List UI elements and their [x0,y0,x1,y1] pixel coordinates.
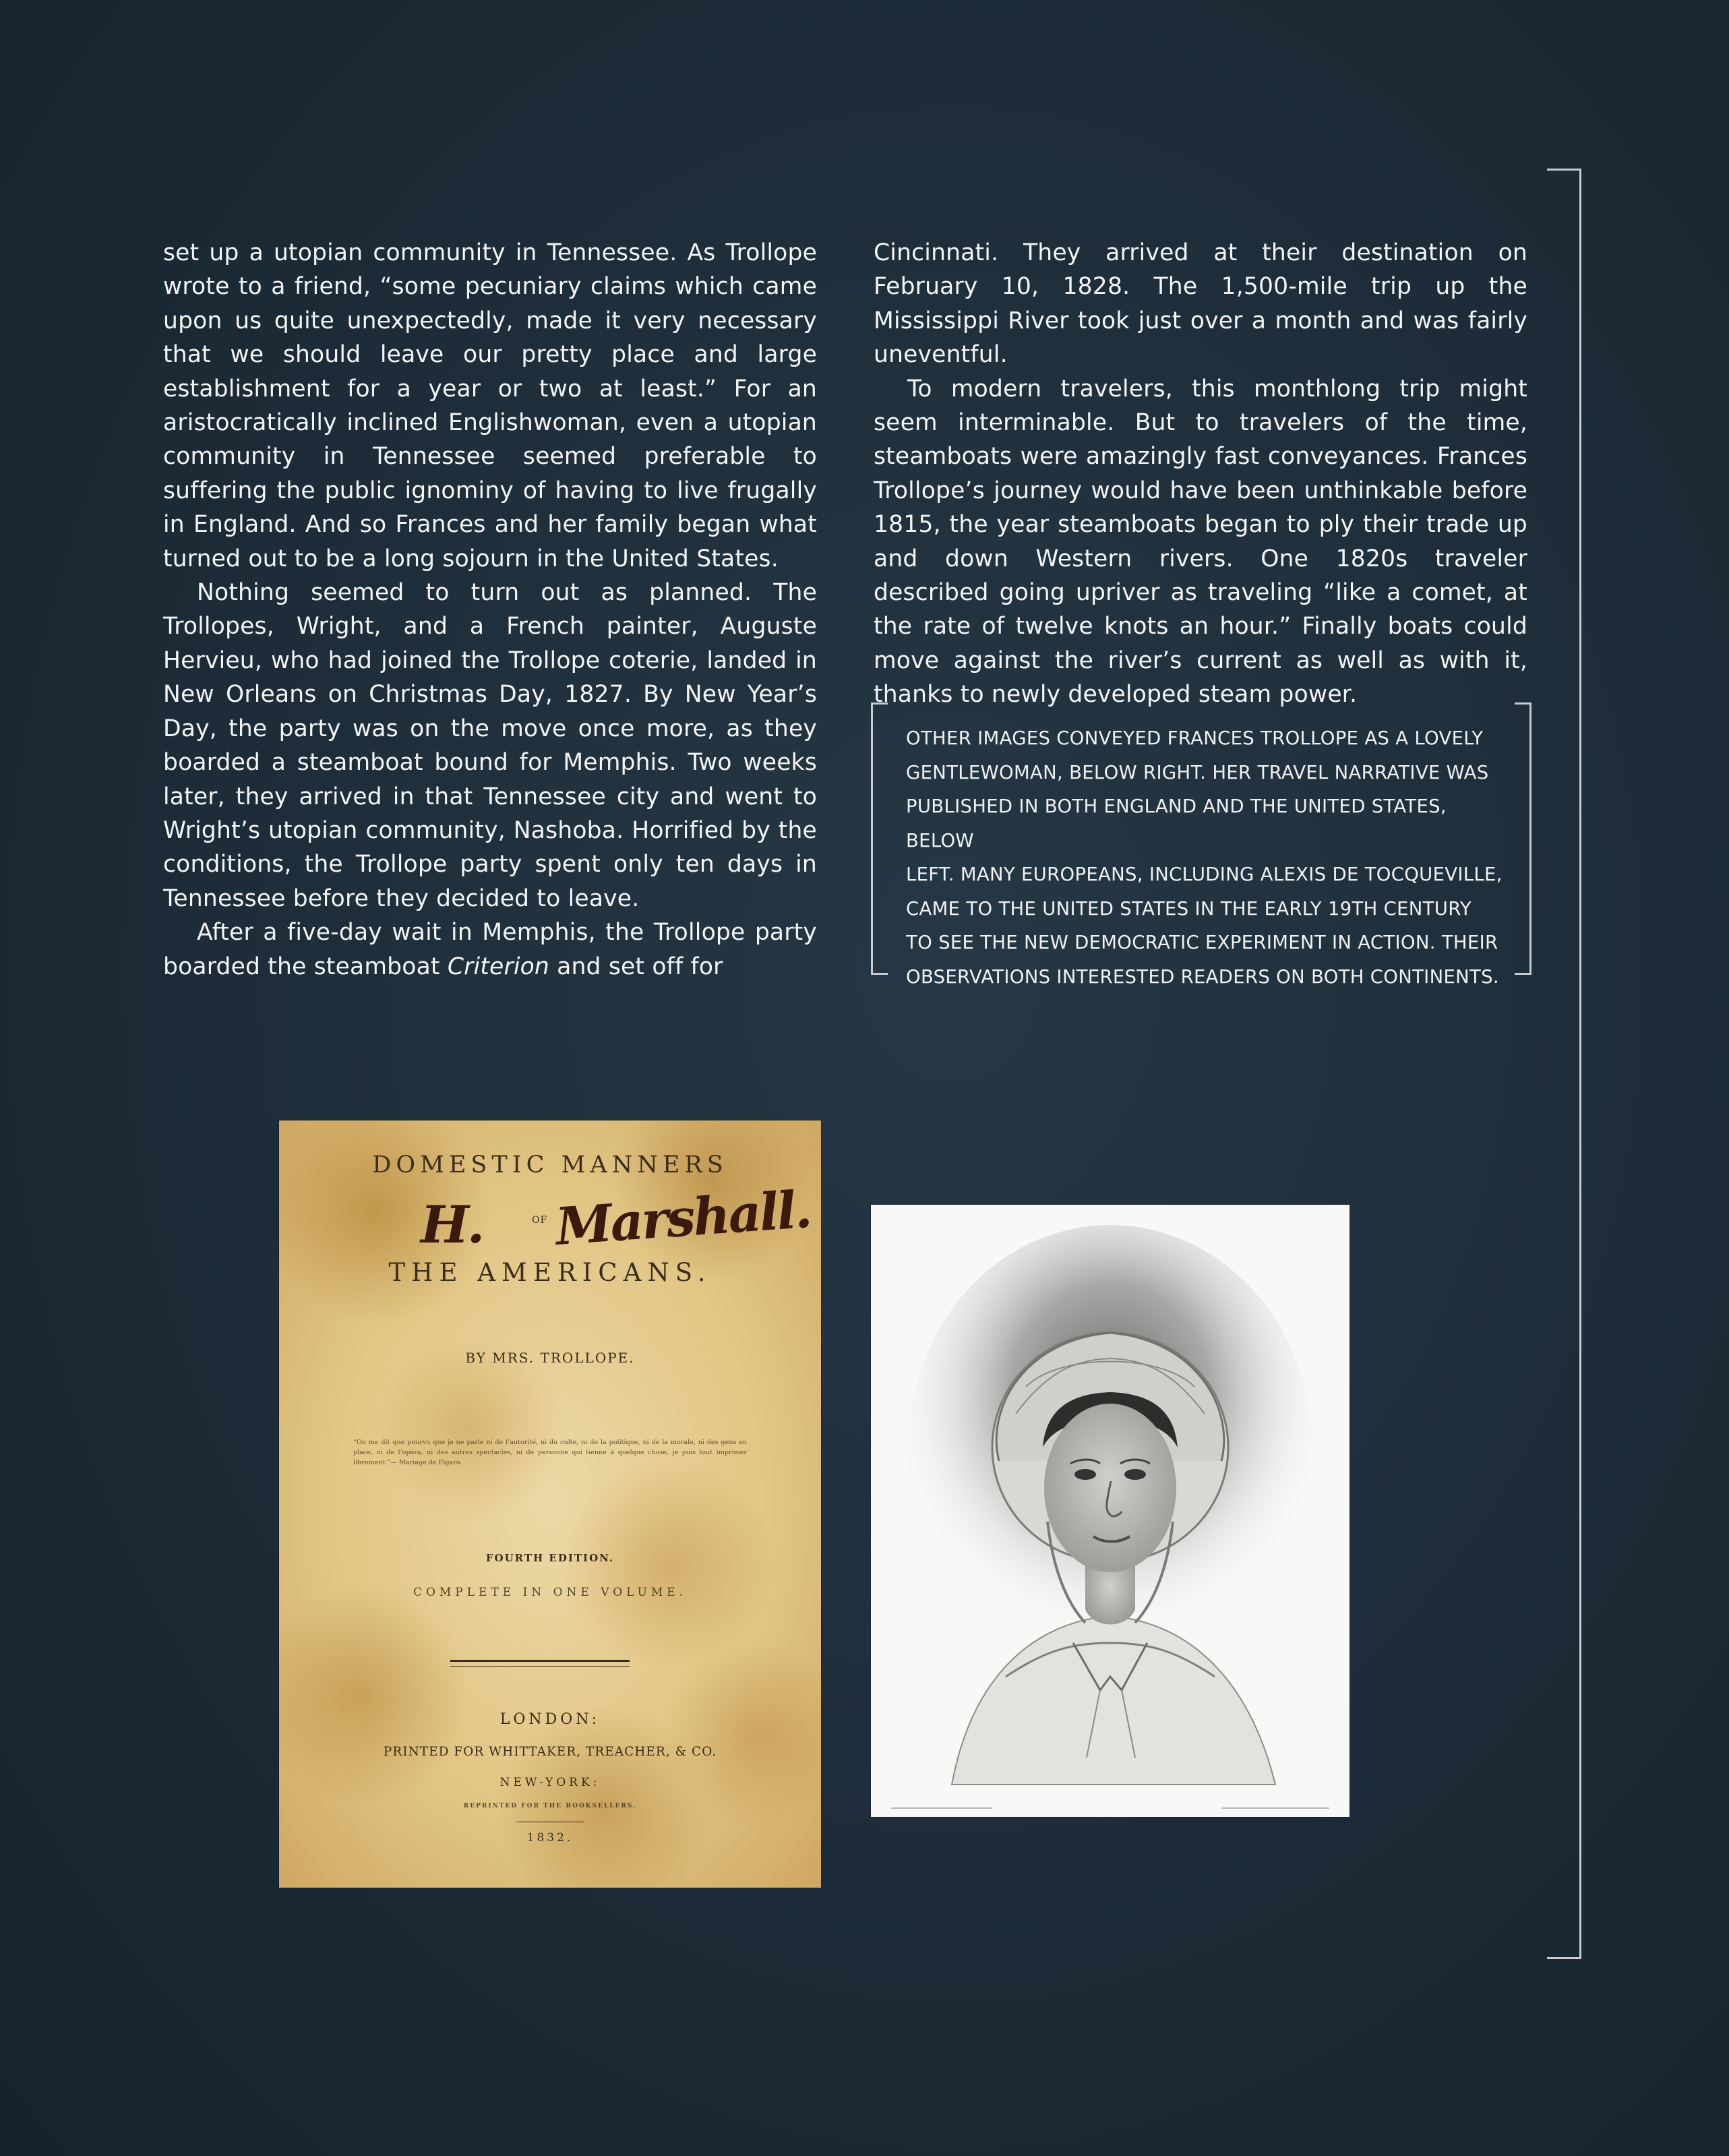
caption-text: OTHER IMAGES CONVEYED FRANCES TROLLOPE AS A LOVELY GENTLEWOMAN, BELOW RIGHT. HER TRAVEL NARRATIVE WAS PUBLISHED IN BOTH ENGLAND AND THE UNITED STATES, BELOW LEFT. MANY EUROPEANS, INCLUDING ALEXIS DE TOCQUEVILLE, CAME TO THE UNITED STATES IN THE EARLY 19TH CENTURY TO SEE THE NEW DEMOCRATIC EXPERIMENT IN ACTION. THEIR OBSERVATIONS INTERESTED READERS ON BOTH CONTINENTS. [906,727,1503,988]
book-author: BY MRS. TROLLOPE. [465,1350,635,1366]
ship-name: Criterion [447,953,549,980]
paragraph-text: After a five-day wait in Memphis, the Trollope party boarded the steamboat [163,919,817,980]
book-title-of: OF [532,1215,548,1226]
paragraph-text: and set off for [549,953,723,980]
book-volume: COMPLETE IN ONE VOLUME. [413,1586,688,1599]
book-title-line2: THE AMERICANS. [388,1258,712,1287]
page-edge-bracket [1547,169,1581,1959]
paragraph [163,916,817,984]
paragraph: To modern travelers, this monthlong trip might seem interminable. But to travelers of the time, steamboats were amazingly fast conveyances. Frances Trollope’s journey would have been unthinkable before 1815, the year steamboats began to ply their trade up and down Western rivers. One 1820s traveler described going upriver as traveling “like a comet, at the rate of twelve knots an hour.” Finally boats could move against the river’s current as well as with it, thanks to newly developed steam power. [874,375,1527,709]
caption-bracket-left [871,702,888,975]
book-reprint-note: REPRINTED FOR THE BOOKSELLERS. [463,1803,637,1809]
handwritten-signature [421,1178,812,1269]
book-year: 1832. [526,1831,574,1845]
portrait-illustration [871,1205,1349,1817]
image-caption [871,702,1531,988]
book-city-new-york: NEW-YORK: [499,1776,601,1789]
left-text-column [163,236,817,984]
book-printer: PRINTED FOR WHITTAKER, TREACHER, & CO. [383,1745,717,1759]
paragraph: set up a utopian community in Tennessee. As Trollope wrote to a friend, “some pecuniary claims which came upon us quite unexpectedly, made it very necessary that we should leave our pretty place and large establishment for a year or two at least.” For an aristocratically inclined Englishwoman, even a utopian community in Tennessee seemed preferable to suffering the public ignominy of having to live frugally in England. And so Frances and her family began what turned out to be a long sojourn in the United States. [163,239,817,572]
book-edition: FOURTH EDITION. [485,1552,615,1564]
right-text-column [874,236,1527,712]
book-divider [450,1660,630,1667]
portrait-engraving-image [871,1205,1349,1817]
book-epigraph: “On me dit que pourvu que je ne parle ni de l’autorité, ni du culte, ni de la politique, ni de la morale, ni des gens en place, ni de l’opéra, ni des autres spectacles, ni de personne qui tienne à quelque chose, je puis tout imprimer librement.”— Mariage de Figaro. [353,1439,747,1466]
book-title-line1: DOMESTIC MANNERS [372,1151,728,1178]
signature-initial: H. [421,1195,483,1255]
book-city-london: LONDON: [499,1711,601,1728]
caption-bracket-right [1515,702,1531,975]
book-title-page-image [279,1120,821,1888]
paragraph: Nothing seemed to turn out as planned. The Trollopes, Wright, and a French painter, Auguste Hervieu, who had joined the Trollope coterie, landed in New Orleans on Christmas Day, 1827. By New Year’s Day, the party was on the move once more, as they boarded a steamboat bound for Memphis. Two weeks later, they arrived in that Tennessee city and went to Wright’s utopian community, Nashoba. Horrified by the conditions, the Trollope party spent only ten days in Tennessee before they decided to leave. [163,579,817,912]
signature-name: Marshall. [553,1178,812,1257]
paragraph: Cincinnati. They arrived at their destination on February 10, 1828. The 1,500-mile trip up the Mississippi River took just over a month and was fairly uneventful. [874,239,1527,369]
